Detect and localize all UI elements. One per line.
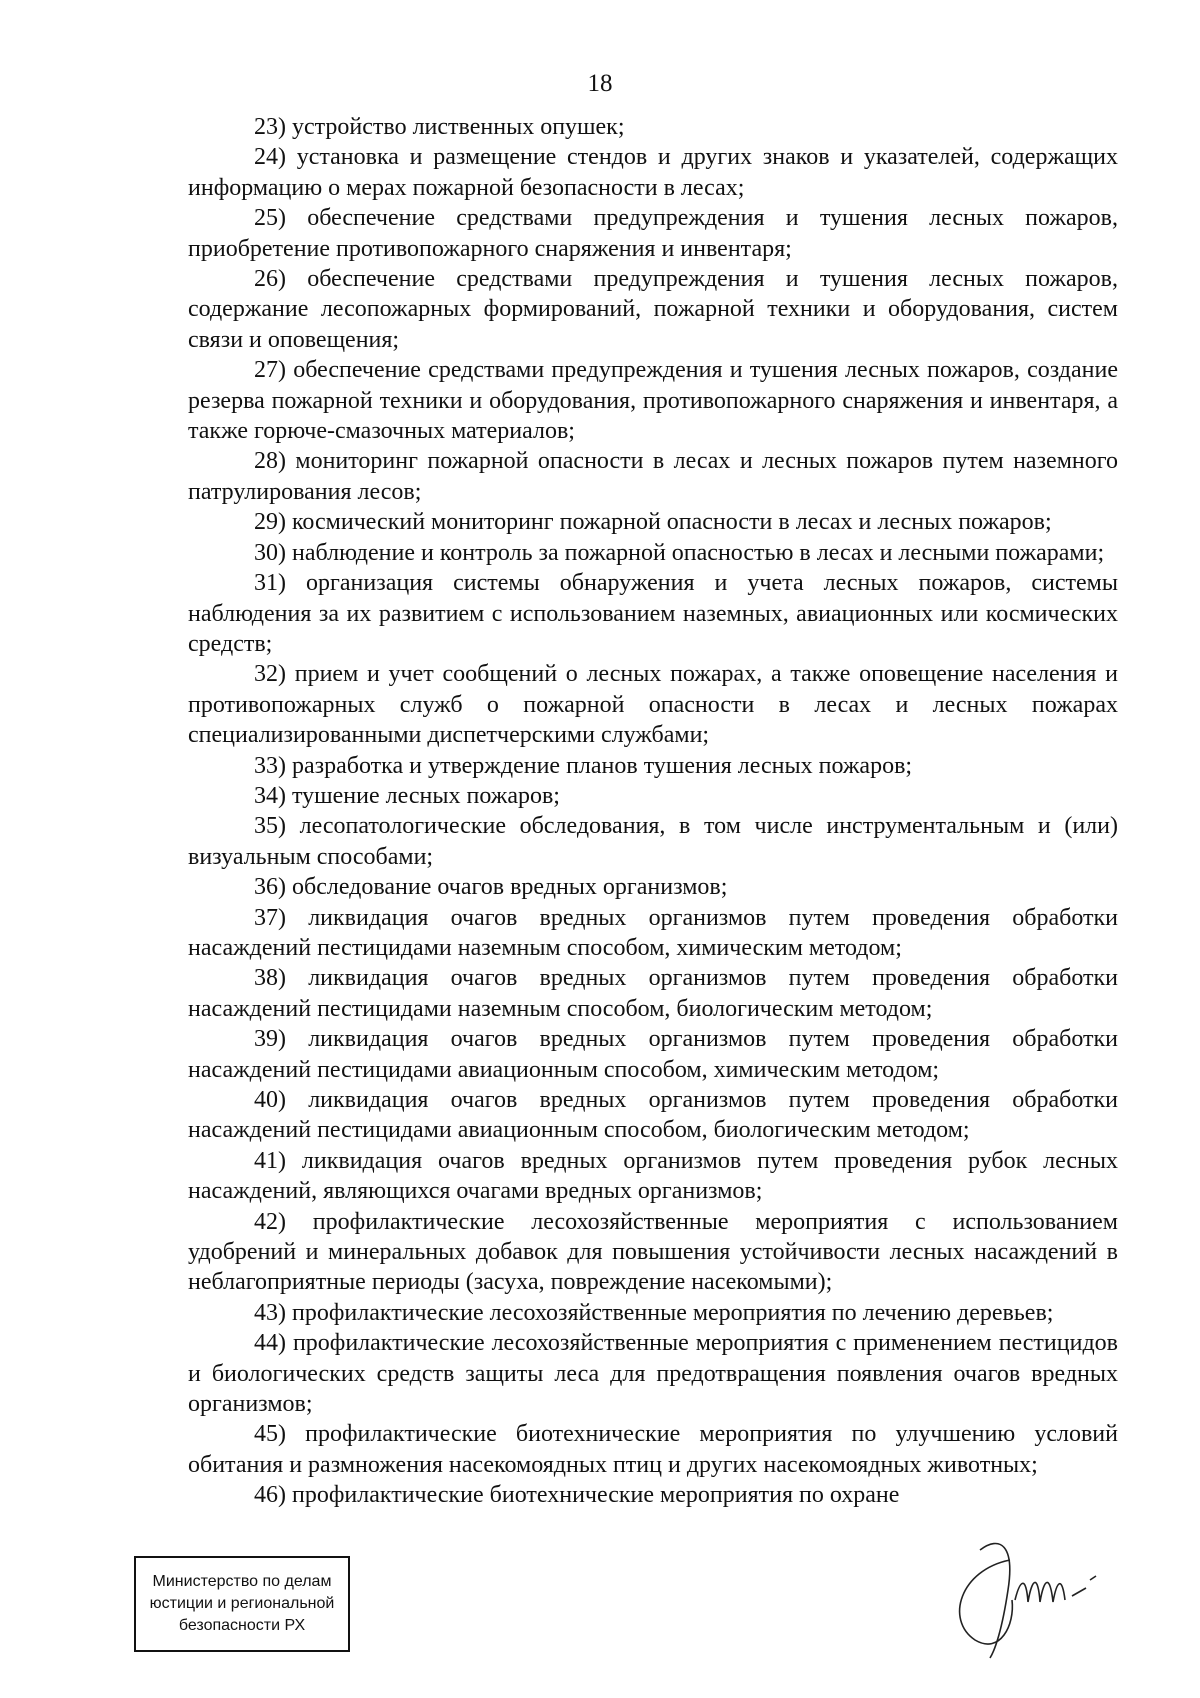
list-item: 43) профилактические лесохозяйственные мероприятия по лечению деревьев;: [254, 1299, 1054, 1326]
list-item: 26) обеспечение средствами предупреждения и тушения лесных пожаров, содержание лесопожарных формирований, пожарной техники и оборудования, систем связи и оповещения;: [188, 266, 1118, 353]
list-item: 37) ликвидация очагов вредных организмов путем проведения обработки насаждений пестицидами наземным способом, химическим методом;: [188, 904, 1118, 961]
list-item: 31) организация системы обнаружения и учета лесных пожаров, системы наблюдения за их развитием с использованием наземных, авиационных или космических средств;: [188, 570, 1118, 657]
list-item: 44) профилактические лесохозяйственные мероприятия с применением пестицидов и биологических средств защиты леса для предотвращения появления очагов вредных организмов;: [188, 1330, 1118, 1418]
stamp-line: Министерство по делам: [152, 1573, 332, 1590]
list-item: 30) наблюдение и контроль за пожарной опасностью в лесах и лесными пожарами;: [254, 539, 1105, 566]
registration-stamp: [134, 1556, 350, 1652]
list-item: 42) профилактические лесохозяйственные мероприятия с использованием удобрений и минеральных добавок для повышения устойчивости лесных насаждений в неблагоприятные периоды (засуха, повреждение насекомыми);: [188, 1208, 1118, 1296]
list-item: 33) разработка и утверждение планов тушения лесных пожаров;: [254, 752, 913, 779]
list-item: 35) лесопатологические обследования, в том числе инструментальным и (или) визуальным способами;: [188, 813, 1118, 870]
list-item: 25) обеспечение средствами предупреждения и тушения лесных пожаров, приобретение противопожарного снаряжения и инвентаря;: [188, 205, 1118, 262]
list-item: 36) обследование очагов вредных организмов;: [254, 874, 728, 901]
list-item: 34) тушение лесных пожаров;: [254, 782, 560, 809]
list-item: 41) ликвидация очагов вредных организмов путем проведения рубок лесных насаждений, являющихся очагами вредных организмов;: [188, 1147, 1118, 1205]
page-number: 18: [587, 70, 613, 97]
list-item: 39) ликвидация очагов вредных организмов путем проведения обработки насаждений пестицидами авиационным способом, химическим методом;: [188, 1026, 1118, 1083]
list-item: 28) мониторинг пожарной опасности в лесах и лесных пожаров путем наземного патрулирования лесов;: [188, 448, 1118, 505]
document-body: [188, 112, 1118, 1511]
list-item: 46) профилактические биотехнические мероприятия по охране: [254, 1482, 900, 1509]
signature: [940, 1530, 1140, 1660]
stamp-line: юстиции и региональной: [149, 1595, 335, 1612]
list-item: 27) обеспечение средствами предупреждения и тушения лесных пожаров, создание резерва пожарной техники и оборудования, противопожарного снаряжения и инвентаря, а также горюче-смазочных материалов;: [188, 357, 1118, 445]
list-item: 38) ликвидация очагов вредных организмов путем проведения обработки насаждений пестицидами наземным способом, биологическим методом;: [188, 965, 1118, 1022]
list-item: 40) ликвидация очагов вредных организмов путем проведения обработки насаждений пестицидами авиационным способом, биологическим методом;: [188, 1087, 1118, 1144]
list-item: 29) космический мониторинг пожарной опасности в лесах и лесных пожаров;: [254, 509, 1052, 536]
list-item: 24) установка и размещение стендов и других знаков и указателей, содержащих информацию о мерах пожарной безопасности в лесах;: [188, 144, 1118, 201]
list-item: 45) профилактические биотехнические мероприятия по улучшению условий обитания и размножения насекомоядных птиц и других насекомоядных животных;: [188, 1421, 1118, 1478]
list-item: 32) прием и учет сообщений о лесных пожарах, а также оповещение населения и противопожарных служб о пожарной опасности в лесах и лесных пожарах специализированными диспетчерскими службами;: [188, 661, 1118, 749]
stamp-line: безопасности РХ: [178, 1617, 306, 1634]
list-item: 23) устройство лиственных опушек;: [254, 114, 625, 140]
